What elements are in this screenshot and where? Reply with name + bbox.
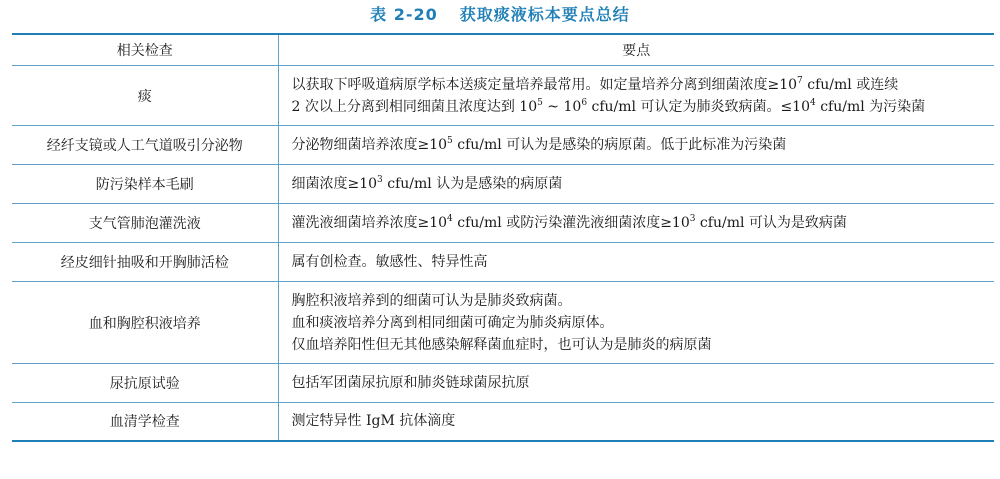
test-name: 血和胸腔积液培养 [12,282,278,364]
table-row [12,243,994,282]
key-point-line: 包括军团菌尿抗原和肺炎链球菌尿抗原 [291,375,530,391]
table-number: 表 2-20 [370,5,438,24]
key-point-line: 血和痰液培养分离到相同细菌可确定为肺炎病原体。 [291,314,614,331]
exponent: 4 [810,97,816,108]
header-row [12,34,994,66]
table-row [12,204,994,243]
header-points: 要点 [278,34,994,66]
key-points [278,126,994,165]
key-point-line: 测定特异性 IgM 抗体滴度 [291,413,456,430]
table-row [12,165,994,204]
exponent: 4 [447,214,453,224]
table-row [12,126,994,165]
key-points [278,243,994,282]
test-name: 支气管肺泡灌洗液 [12,204,278,243]
key-point-line: 仅血培养阳性但无其他感染解释菌血症时，也可认为是肺炎的病原菌 [291,336,712,353]
exponent: 5 [447,136,453,146]
table-row [12,66,994,126]
key-points [278,403,994,441]
exponent: 6 [581,97,588,108]
table-caption [0,0,1000,32]
key-points [278,364,994,403]
test-name: 痰 [12,66,278,126]
test-name: 血清学检查 [12,403,278,441]
test-name: 防污染样本毛刷 [12,165,278,204]
key-point-line: 胸腔积液培养到的细菌可认为是肺炎致病菌。 [291,292,572,309]
summary-table [12,33,994,442]
exponent: 3 [689,214,696,224]
key-points [278,204,994,243]
key-points [278,66,994,126]
header-test: 相关检查 [12,34,278,66]
table-title: 获取痰液标本要点总结 [459,5,630,24]
test-name: 尿抗原试验 [12,364,278,403]
key-points [278,282,994,364]
test-name: 经纤支镜或人工气道吸引分泌物 [12,126,278,165]
exponent: 5 [537,97,543,108]
table-row [12,282,994,364]
key-point-line: 以获取下呼吸道病原学标本送痰定量培养最常用。如定量培养分离到细菌浓度$\ge 10^7$ cfu/ml 或连续 [291,75,899,93]
key-point-line: 2 次以上分离到相同细菌且浓度达到 $10^5$ ~ $10^6$ cfu/ml 可认定为肺炎致病菌。$\le 10^4$ cfu/ml 为污染菌 [291,97,926,115]
key-point-line: 属有创检查。敏感性、特异性高 [291,254,488,270]
table-row [12,364,994,403]
exponent: 7 [797,75,803,86]
exponent: 3 [377,175,383,185]
key-point-line: 细菌浓度$\ge 10^3$ cfu/ml 认为是感染的病原菌 [291,175,563,192]
table-row [12,403,994,441]
key-point-line: 灌洗液细菌培养浓度$\ge 10^4$ cfu/ml 或防污染灌洗液细菌浓度$\ge 10^3$ cfu/ml 可认为是致病菌 [291,214,847,231]
test-name: 经皮细针抽吸和开胸肺活检 [12,243,278,282]
key-point-line: 分泌物细菌培养浓度$\ge 10^5$ cfu/ml 可认为是感染的病原菌。低于此标准为污染菌 [291,136,787,153]
key-points [278,165,994,204]
